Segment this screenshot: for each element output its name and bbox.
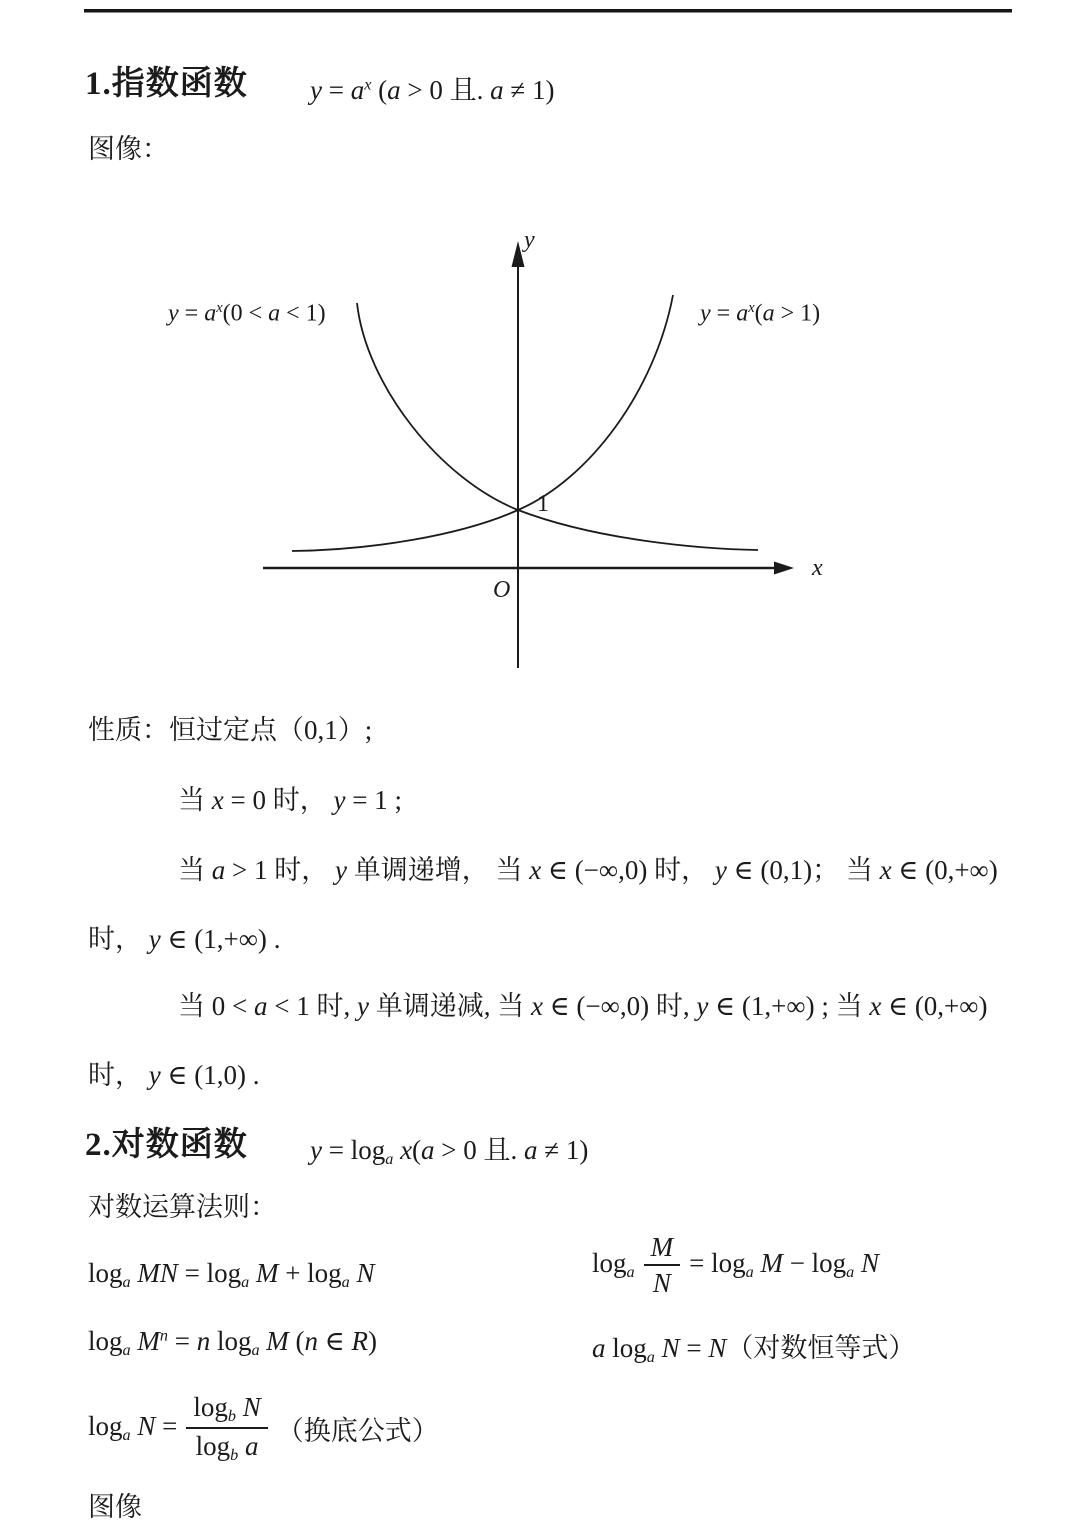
quotient-fraction bbox=[644, 1232, 681, 1298]
log-rules-label: 对数运算法则： bbox=[88, 1192, 277, 1222]
left-curve-label: $y = a^x(0 < a < 1)$ bbox=[168, 300, 326, 327]
property-line-fixed-point: 性质：恒过定点（0,1）; bbox=[88, 715, 373, 745]
section1-image-label: 图像： bbox=[88, 134, 169, 164]
curve-increasing bbox=[292, 295, 673, 551]
log-product-rule: loga MN = loga M + loga N bbox=[88, 1258, 375, 1292]
section1-heading: 1.指数函数 bbox=[85, 66, 248, 102]
log-identity-rule: a loga N = N（对数恒等式） bbox=[592, 1333, 916, 1367]
x-axis-arrow-icon bbox=[774, 562, 794, 575]
x-axis-label: x bbox=[812, 555, 823, 581]
origin-label: O bbox=[493, 577, 511, 603]
change-of-base-rule bbox=[88, 1392, 439, 1465]
property-line-decreasing-cont: 时， y ∈ (1,0) . bbox=[88, 1060, 260, 1090]
base-change-suffix: （换底公式） bbox=[276, 1415, 439, 1446]
y-axis-label: y bbox=[524, 227, 535, 253]
section1-heading-formula: $y = a^x$ (a > 0 且. a ≠ 1) bbox=[310, 75, 555, 105]
property-line-decreasing: 当 0 < a < 1 时, y 单调递减, 当 x ∈ (−∞,0) 时, y ∈ (1,+∞) ; 当 x ∈ (0,+∞) bbox=[178, 991, 988, 1021]
quotient-numerator: M bbox=[644, 1232, 681, 1266]
log-quotient-prefix: loga bbox=[592, 1248, 635, 1282]
y-axis-arrow-icon bbox=[512, 241, 525, 267]
base-change-fraction bbox=[186, 1392, 267, 1465]
base-change-denominator: logb a bbox=[195, 1431, 259, 1465]
curve-decreasing bbox=[357, 303, 758, 550]
base-change-prefix: loga N = bbox=[88, 1411, 178, 1445]
log-quotient-rule bbox=[592, 1232, 879, 1298]
exponential-function-graph bbox=[0, 225, 1080, 685]
base-change-numerator: logb N bbox=[186, 1392, 267, 1429]
header-rule bbox=[84, 9, 1012, 13]
log-quotient-suffix: = loga M − loga N bbox=[689, 1248, 880, 1282]
section2-heading: 2.对数函数 bbox=[85, 1127, 248, 1163]
right-curve-label: $y = a^x(a > 1)$ bbox=[700, 300, 821, 327]
log-power-rule: loga $M^n = n$ loga M (n ∈ R) bbox=[88, 1326, 378, 1360]
section2-image-label: 图像 bbox=[88, 1492, 142, 1522]
quotient-denominator: N bbox=[652, 1268, 671, 1299]
intersection-point-label: 1 bbox=[537, 491, 549, 517]
property-line-increasing: 当 a > 1 时， y 单调递增， 当 x ∈ (−∞,0) 时， y ∈ (0,1)； 当 x ∈ (0,+∞) bbox=[178, 855, 998, 885]
section2-heading-formula: y = loga x(a > 0 且. a ≠ 1) bbox=[310, 1135, 589, 1169]
property-line-increasing-cont: 时， y ∈ (1,+∞) . bbox=[88, 924, 281, 954]
graph-canvas bbox=[0, 225, 1080, 685]
property-line-x0: 当 x = 0 时， y = 1 ; bbox=[178, 785, 402, 815]
